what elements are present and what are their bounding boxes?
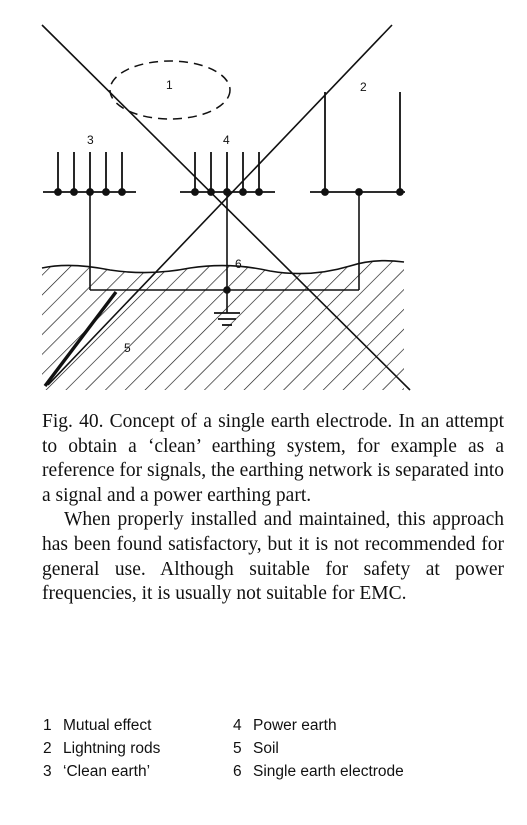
power-earth-rods — [180, 152, 275, 195]
legend-item: 6 Single earth electrode — [233, 763, 404, 780]
caption-paragraph: Fig. 40. Concept of a single earth electrode. In an attempt to obtain a ‘clean’ earthing system, for example as a reference for signals, the earthing network is separated into a signal and a power earthing part. — [42, 411, 504, 506]
legend-item: 5 Soil — [233, 740, 279, 757]
lightning-rods — [310, 92, 405, 195]
legend-item: 1 Mutual effect — [43, 717, 152, 734]
clean-earth-rods — [43, 152, 136, 195]
figure-caption — [42, 410, 504, 607]
legend-item: 4 Power earth — [233, 717, 337, 734]
label-soil: 5 — [124, 341, 131, 355]
label-clean-earth: 3 — [87, 133, 94, 147]
label-single-electrode: 6 — [235, 257, 242, 271]
legend-item: 3 ‘Clean earth’ — [43, 763, 151, 780]
label-power-earth: 4 — [223, 133, 230, 147]
caption-paragraph: When properly installed and maintained, this approach has been found satisfactory, but it is not recommended for general use. Although suitable for safety at power frequencies, it is usually not suitable for EMC. — [42, 509, 504, 605]
earth-electrode-diagram — [0, 0, 527, 400]
label-lightning-rods: 2 — [360, 80, 367, 94]
legend-item: 2 Lightning rods — [43, 740, 161, 757]
figure-legend — [43, 716, 493, 782]
label-mutual-effect: 1 — [166, 78, 173, 92]
